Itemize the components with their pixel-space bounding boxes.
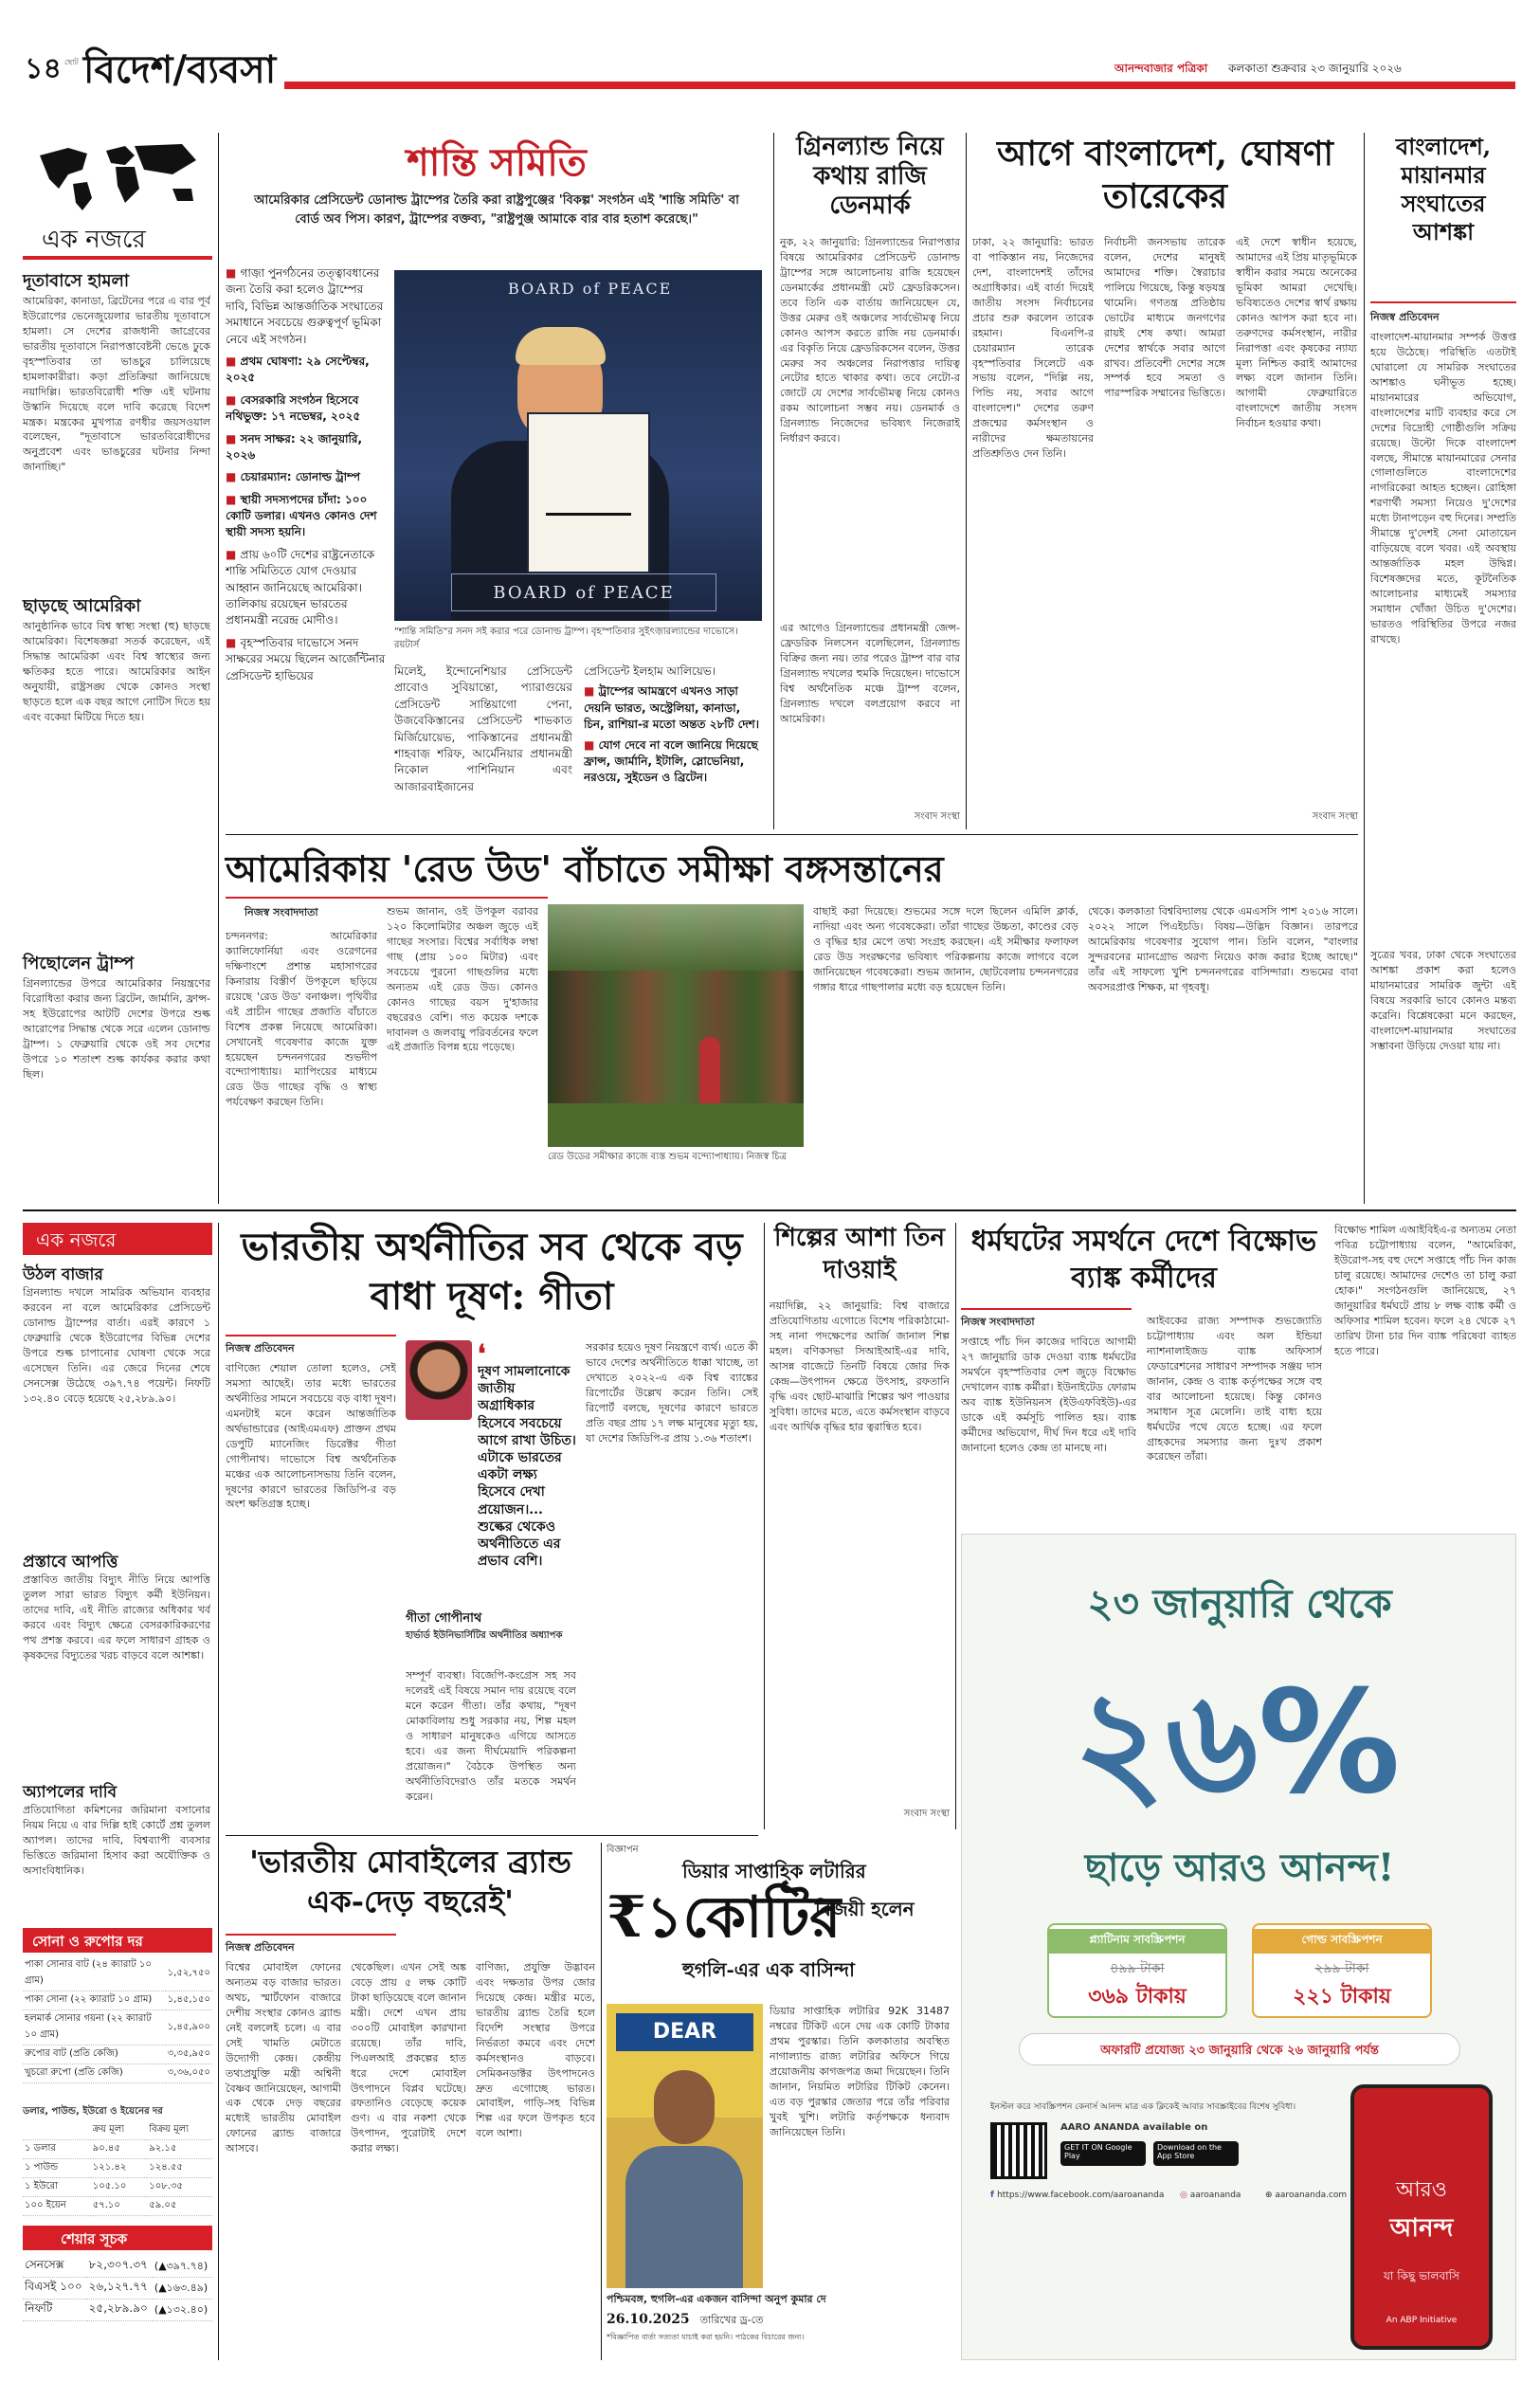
table-row: সেনসেক্স ৮২,৩০৭.৩৭ (▲৩৯৭.৭৪): [23, 2256, 212, 2278]
trump-photo: [394, 270, 762, 621]
currency-title: ডলার, পাউন্ড, ইউরো ও ইয়েনের দর: [23, 2106, 163, 2117]
item-body: প্রতিযোগিতা কমিশনের জরিমানা বসানোর নিয়ম নিয়ে এ বার দিল্লি হাই কোর্টে প্রশ্ন তুলল অ্যাপল। তাদের দাবি, বিশ্বব্যাপী ব্যবসার ভিত্তিতে জরিমানা হিসাব করা অযৌক্তিক ও অসাংবিধানিক।: [23, 1804, 210, 1877]
header-rule: [284, 82, 1515, 89]
story-body: নয়াদিল্লি, ২২ জানুয়ারি: বিশ্ব বাজারে প্রতিযোগিতায় এগোতে বিশেষ পরিকাঠামো-সহ নানা পদক্ষেপের আর্জি জানাল শিল্প মহল। বণিকসভা সিআইআই-এর দাবি, আসন্ন বাজেটে তিনটি বিষয়ে জোর দিক কেন্দ্র—উৎপাদন ক্ষেত্রে উৎসাহ, রফতানি বৃদ্ধি এবং ছোট-মাঝারি শিল্পের ঋণ পাওয়ার সুবিধা। তাদের মতে, এতে কর্মসংস্থান বাড়বে এবং আর্থিক বৃদ্ধির হার ত্বরান্বিত হবে।: [770, 1300, 950, 1433]
fact: ■ বৃহস্পতিবার দাভোসে সনদ সাক্ষরের সময়ে ছিলেন আর্জেন্টিনার প্রেসিডেন্ট হাভিয়ের: [226, 635, 386, 682]
disclaimer: *বিজ্ঞাপিত বার্তা সত্যতা যাচাই করা হয়নি। পাঠকের বিচারের জন্য।: [607, 2333, 805, 2341]
fact: ■ বেসরকারি সংগঠন হিসেবে নথিভুক্ত: ১৭ নভেম্বর, ২০২৫: [226, 392, 361, 424]
google-play-button[interactable]: GET IT ON Google Play: [1060, 2141, 1146, 2166]
quote-box: [406, 1340, 576, 1663]
headline: আমেরিকায় 'রেড উড' বাঁচাতে সমীক্ষা বঙ্গসন্তানের: [226, 847, 944, 890]
brand-logo: [1364, 2173, 1479, 2250]
item-body: আমেরিকা, কানাডা, ব্রিটেনের পরে এ বার পূর্ব ইউরোপের ভেনেজুয়েলার ভারতীয় দূতাবাসে হামলা। সে দেশের রাজধানী জাগ্রেবের ভারতীয় দূতাবাসে নিরাপত্তাবেষ্টনী ভেঙে ঢুকে বৃহস্পতিবার তা ভাঙচুর চালিয়েছে হামলাকারীরা। কড়া প্রতিক্রিয়া জানিয়েছে নয়াদিল্লি। ভারতবিরোধী শক্তি এই ঘটনায় উস্কানি দিয়েছে বলে দাবি করেছে বিদেশ মন্ত্রক। মন্ত্রকের মুখপাত্র রণধীর জয়সওয়াল বলেছেন, "দূতাবাসে ভারতবিরোধীদের অনুপ্রবেশ এবং ভাঙচুরের ঘটনার নিন্দা জানাচ্ছি।": [23, 295, 210, 474]
byline: নিজস্ব সংবাদদাতা: [245, 906, 318, 918]
story-col: চন্দননগর: আমেরিকার ক্যালিফোর্নিয়া এবং ওরেগনের দক্ষিণাংশে প্রশান্ত মহাসাগরের কিনারায় বিস্তীর্ণ উপকূলে ছড়িয়ে রয়েছে 'রেড উড' বনাঞ্চল। পৃথিবীর এই প্রাচীন গাছের প্রজাতি বাঁচাতে বিশেষ প্রকল্প নিয়েছে আমেরিকা। সেখানেই গবেষণার কাজে যুক্ত হয়েছেন চন্দননগরের শুভদীপ বন্দ্যোপাধ্যায়। ম্যাপিংয়ের মাধ্যমে রেড উড গাছের বৃদ্ধি ও স্বাস্থ্য পর্যবেক্ষণ করছেন তিনি।: [226, 930, 377, 1109]
prize-amount: ₹১কোটির: [607, 1884, 842, 1951]
mobile-story: [226, 1843, 595, 2360]
story-body: সুত্রের খবর, ঢাকা থেকে সংঘাতের আশঙ্কা প্রকাশ করা হলেও মায়ানমারের সামরিক জুন্টা এই বিষয়ে সরকারি ভাবে কোনও মন্তব্য করেনি। বিশ্লেষকেরা মনে করছেন, বাংলাদেশ-মায়ানমার সংঘাতের সম্ভাবনা উড়িয়ে দেওয়া যায় না।: [1370, 949, 1516, 1052]
shanti-samiti-story: [226, 133, 768, 829]
section-title: বিদেশ/ব্যবসা: [83, 47, 277, 92]
hair: [516, 327, 606, 365]
app-store-button[interactable]: Download on the App Store: [1153, 2141, 1239, 2166]
item-title: উঠল বাজার: [23, 1265, 103, 1284]
fact: প্রেসিডেন্ট ইলহাম আলিয়েভ।: [584, 664, 716, 678]
lottery-board: DEAR: [616, 2013, 753, 2051]
myanmar-story: [1370, 133, 1516, 1204]
ad-small-text: ইনস্টল করে সাবস্ক্রিপশন কেনার্স আনন্দ মাত্র এক ক্লিকেই আবার সাবস্ক্রাইবের বিশেষ সুবিধা।: [990, 2102, 1296, 2112]
gold-table: [23, 1956, 212, 2083]
story-col: বাছাই করা দিয়েছে। শুভমের সঙ্গে দলে ছিলেন এমিলি ক্লার্ক, নাদিয়া এবং অন্য গবেষকেরা। তাঁরা গাছের উচ্চতা, কাণ্ডের বেড় ও বৃদ্ধির হার মেপে তথ্য সংগ্রহ করছেন। এই সমীক্ষার ফলাফল রেড উড সংরক্ষণের ভবিষ্যৎ পরিকল্পনায় কাজে লাগবে বলে জানিয়েছেন গবেষকেরা। শুভম জানান, ছোটবেলায় চন্দননগরের গঙ্গার ধারে গাছপালার মধ্যে বড় হয়েছেন তিনি।: [813, 905, 1078, 993]
credit: সংবাদ সংস্থা: [914, 811, 960, 822]
story-body: এর আগেও গ্রিনল্যান্ডের প্রধানমন্ত্রী জেন্স-ফ্রেডরিক নিলসেন বলেছিলেন, গ্রিনল্যান্ড বিক্রির জন্য নয়। তার পরেও ট্রাম্প বার বার গ্রিনল্যান্ড দখলের হুমকি দিয়েছেন। দাভোসে বিশ্ব অর্থনৈতিক মঞ্চে ট্রাম্প বলেন, গ্রিনল্যান্ড দখলে বলপ্রয়োগ করবে না আমেরিকা।: [780, 622, 960, 725]
story-col: বাণিজ্য, প্রযুক্তি উদ্ভাবন এবং দক্ষতার উপর জোর দিয়েছে কেন্দ্র। মন্ত্রীর মতে, ভারতীয় ব্র্যান্ড তৈরি হলে বিদেশি সংস্থার উপরে নির্ভরতা কমবে এবং দেশে কর্মসংস্থানও বাড়বে। সেমিকনডাক্টর উৎপাদনেও দ্রুত এগোচ্ছে ভারত। মোবাইল, গাড়ি-সহ বিভিন্ন শিল্প এর ফলে উপকৃত হবে বলে আশা।: [476, 1961, 595, 2140]
share-table: [23, 2256, 212, 2321]
table-row: ১ পাউন্ড ১২১.৪২ ১২৪.৫৫: [23, 2159, 212, 2178]
story-col: বিশ্বের মোবাইল ফোনের অন্যতম বড় বাজার ভারত। অথচ, স্মার্টফোন বাজারে দেশীয় সংস্থার কোনও ব্র্যান্ড নেই বললেই চলে। এ বার সেই খামতি মেটাতে উদ্যোগী কেন্দ্র। কেন্দ্রীয় তথ্যপ্রযুক্তি মন্ত্রী অশ্বিনী বৈষ্ণব জানিয়েছেন, আগামী এক থেকে দেড় বছরের মধ্যেই ভারতীয় মোবাইল ফোনের ব্র্যান্ড বাজারে আসবে।: [226, 1961, 341, 2155]
story-col: থেকে। কলকাতা বিশ্ববিদ্যালয় থেকে এমএসসি পাশ ২০১৬ সালে। ২০২২ সালে পিএইচডি। বিষয়—উদ্ভিদ বিজ্ঞান। তারপরে আমেরিকায় গবেষণার সুযোগ পান। তিনি বলেন, "বাংলার সুন্দরবনের ম্যানগ্রোভ অরণ্য নিয়েও কাজ করার ইচ্ছে আছে।" তাঁর এই সাফল্যে খুশি চন্দননগরের বাসিন্দারা। শুভমের বাবা অবসরপ্রাপ্ত শিক্ষক, মা গৃহবধূ।: [1088, 905, 1358, 993]
forest-photo: [548, 904, 804, 1147]
instagram-link[interactable]: ◎ aaroananda: [1180, 2191, 1241, 2200]
plan-old-price: ৪৯৯ টাকা: [1110, 1961, 1165, 1976]
credit: সংবাদ সংস্থা: [903, 1809, 950, 1819]
story-col: আইবকের রাজ্য সম্পাদক শুভজ্যোতি চট্টোপাধ্যায় এবং অল ইন্ডিয়া ন্যাশনালাইজড ব্যাঙ্ক অফিসার্স ফেডারেশনের সাধারণ সম্পাদক সঞ্জয় দাস জানান, কেন্দ্র ও ব্যাঙ্ক কর্তৃপক্ষের সঙ্গে বহু বার আলোচনা হয়েছে। কিন্তু কোনও সমাধান সূত্র মেলেনি। তাই বাধ্য হয়ে ধর্মঘটের পথে যেতে হচ্ছে। এর ফলে গ্রাহকদের সমস্যার জন্য দুঃখ প্রকাশ করেছেন তাঁরা।: [1147, 1315, 1322, 1464]
item-body: আনুষ্ঠানিক ভাবে বিশ্ব স্বাস্থ্য সংস্থা (হু) ছাড়ছে আমেরিকা। বিশেষজ্ঞরা সতর্ক করেছেন, এই সিদ্ধান্ত আমেরিকা এবং বিশ্ব স্বাস্থ্যের জন্য ক্ষতিকর হতে পারে। আমেরিকার আইন অনুযায়ী, রাষ্ট্রসঙ্ঘ থেকে কোনও সংস্থা ছাড়তে হলে এক বছর আগে নোটিস দিতে হয় এবং বকেয়া মিটিয়ে দিতে হয়।: [23, 620, 210, 723]
facebook-link[interactable]: f https://www.facebook.com/aaroananda: [990, 2191, 1165, 2200]
divider: [966, 133, 967, 829]
ad-top-text: ২৩ জানুয়ারি থেকে: [1087, 1580, 1392, 1627]
red-rule: [1370, 301, 1516, 303]
draw-date-note: তারিখের ড্র-তে: [699, 2314, 764, 2326]
story-col: বাণিজ্যে শেয়াল তোলা হলেও, সেই সমস্যা আছেই। তার মধ্যে ভারতের অর্থনীতির সামনে সবচেয়ে বড় বাধা দূষণ। এমনটাই মনে করেন আন্তর্জাতিক অর্থভান্ডারের (আইএমএফ) প্রাক্তন প্রথম ডেপুটি ম্যানেজিং ডিরেক্টর গীতা গোপীনাথ। দাভোসে বিশ্ব অর্থনৈতিক মঞ্চের এক আলোচনাসভায় তিনি বলেন, দূষণের কারণে ভারতের জিডিপি-র বড় অংশ ক্ষতিগ্রস্ত হচ্ছে।: [226, 1362, 396, 1511]
item-body: গ্রিনল্যান্ড দখলে সামরিক অভিযান ব্যবহার করবেন না বলে আমেরিকার প্রেসিডেন্ট ডোনাল্ড ট্রাম্পের বার্তা। এরই কারণে ১ ফেব্রুয়ারি থেকে ইউরোপের বিভিন্ন দেশের উপরে শুল্ক চাপানোর ঘোষণা থেকে সরে এসেছেন তিনি। এর জেরে দিনের শেষে সেনসেক্স উঠেছে ৩৯৭.৭৪ পয়েন্ট। নিফটি ১৩২.৪০ বেড়ে হয়েছে ২৫,২৮৯.৯০।: [23, 1286, 210, 1405]
plan-title: প্ল্যাটিনাম সাবস্ক্রিপশন: [1049, 1929, 1225, 1954]
byline: নিজস্ব প্রতিবেদন: [226, 1342, 295, 1355]
ek-najare-label: এক নজরে: [36, 1228, 117, 1251]
plan-new-price: ৩৬৯ টাকায়: [1088, 1985, 1187, 2009]
table-row: পাকা সোনার বাট (২৪ ক্যারাট ১০ গ্রাম) ১,৫২,৭৫০: [23, 1956, 212, 1991]
redwood-story: [226, 842, 1358, 1202]
greenland-story: [780, 133, 960, 829]
paper-name: আনন্দবাজার পত্রিকা: [1114, 62, 1208, 75]
table-row: ১০০ ইয়েন ৫৭.১০ ৫৯.০৫: [23, 2197, 212, 2216]
small-label: ছোট: [64, 58, 79, 66]
item-title: পিছোলেন ট্রাম্প: [23, 954, 135, 973]
draw-date-row: [607, 2309, 950, 2328]
story-col: শুভম জানান, ওই উপকূল বরাবর ১২০ কিলোমিটার অঞ্চল জুড়ে এই গাছের সংসার। বিশ্বের সর্বাধিক লম্বা গাছ (প্রায় ১০০ মিটার) এবং সবচেয়ে পুরনো গাছগুলির মধ্যে অন্যতম এই রেড উড। কোনও কোনও গাছের বয়স দু'হাজার বছরেরও বেশি। গত কয়েক দশকে দাবানল ও জলবায়ু পরিবর্তনের ফলে এই প্রজাতি বিপন্ন হয়ে পড়েছে।: [387, 905, 538, 1054]
divider: [764, 1223, 765, 1829]
gita-story: [226, 1223, 758, 1829]
tagline: যা কিছু ভালবাসি: [1383, 2269, 1459, 2282]
headline: বিজয়ী হলেন: [815, 1898, 915, 1920]
divider: [1364, 133, 1365, 1204]
facts-list: [226, 265, 387, 825]
plan-new-price: ২২১ টাকায়: [1293, 1985, 1391, 2009]
intro: আমেরিকার প্রেসিডেন্ট ডোনাল্ড ট্রাম্পের তৈরি করা রাষ্ট্রপুঞ্জের 'বিকল্প' সংগঠন এই 'শান্তি সমিতি' বা বোর্ড অব পিস। কারণ, ট্রাম্পের বক্তব্য, "রাষ্ট্রপুঞ্জ আমাকে বার বার হতাশ করেছে।": [254, 193, 739, 227]
city-skyline: [1028, 1658, 1445, 1828]
plan-card-gold[interactable]: [1252, 1923, 1432, 2018]
currency-table: [23, 2121, 212, 2216]
headline: ডিয়ার সাপ্তাহিক লটারির: [682, 1860, 866, 1882]
bank-story: [961, 1223, 1516, 1526]
lottery-body: ডিয়ার সাপ্তাহিক লটারির 92K 31487 নম্বরের টিকিট এনে দেয় এক কোটি টাকার প্রথম পুরস্কার। তিনি কলকাতার অবস্থিত নাগাল্যান্ড রাজ্য লটারির অফিসে গিয়ে প্রয়োজনীয় কাগজপত্র জমা দিয়েছেন। তিনি জানান, নিয়মিত লটারির টিকিট কেনেন। এত বড় পুরস্কার জেতার পরে তাঁর পরিবার খুবই খুশি। লটারি কর্তৃপক্ষকে ধন্যবাদ জানিয়েছেন তিনি।: [770, 2005, 950, 2138]
table-row: হলমার্ক সোনার গয়না (২২ ক্যারাট ১০ গ্রাম) ১,৪৫,৯০০: [23, 2010, 212, 2046]
fact: ■ প্রায় ৬০টি দেশের রাষ্ট্রনেতাকে শান্তি সমিতিতে যোগ দেওয়ার আহ্বান জানিয়েছে আমেরিকা। তালিকায় রয়েছেন ভারতের প্রধানমন্ত্রী নরেন্দ্র মোদীও।: [226, 547, 375, 627]
signature: [546, 502, 631, 516]
shilpa-story: [770, 1223, 950, 1829]
facebook-icon: f: [990, 2191, 998, 2200]
gold-title: সোনা ও রুপোর দর: [32, 1933, 143, 1950]
divider: [955, 1223, 956, 1829]
person-figure: [699, 1037, 720, 1103]
item-title: প্রস্তাবে আপত্তি: [23, 1553, 118, 1572]
red-rule: [23, 256, 212, 260]
byline: নিজস্ব প্রতিবেদন: [1370, 311, 1440, 323]
table-row: বিএসই ১০০ ২৬,১২৭.৭৭ (▲১৬৩.৪৯): [23, 2278, 212, 2300]
document: [527, 412, 650, 573]
avatar: [406, 1340, 472, 1420]
fact: ■ প্রথম ঘোষণা: ২৯ সেপ্টেম্বর, ২০২৫: [226, 354, 370, 385]
aaro-ananda-ad: [961, 1534, 1516, 2360]
brand-line2: আনন্দ: [1389, 2214, 1454, 2243]
item-body: প্রস্তাবিত জাতীয় বিদ্যুৎ নীতি নিয়ে আপত্তি তুলল সারা ভারত বিদ্যুৎ কর্মী ইউনিয়ন। তাদের দাবি, এই নীতি রাজ্যের অধিকার খর্ব করবে এবং বিদ্যুৎ ক্ষেত্রে বেসরকারিকরণের পথ প্রশস্ত করবে। এর ফলে সাধারণ গ্রাহক ও কৃষকদের বিদ্যুতের খরচ বাড়বে বলে আশঙ্কা।: [23, 1573, 210, 1662]
table-row: খুচরো রুপো (প্রতি কেজি) ৩,৩৬,০৫০: [23, 2064, 212, 2083]
world-map-icon: [30, 136, 201, 212]
item-title: দূতাবাসে হামলা: [23, 271, 130, 291]
headline: ভারতীয় অর্থনীতির সব থেকে বড় বাধা দূষণ: গীতা: [241, 1225, 743, 1318]
canopy: [548, 904, 804, 971]
story-col: সম্পূর্ণ ব্যবস্থা। বিজেপি-কংগ্রেস সহ সব দলেরই এই বিষয়ে সমান দায় রয়েছে বলে মনে করেন গীতা। তাঁর কথায়, "দূষণ মোকাবিলায় শুধু সরকার নয়, শিল্প মহল ও সাধারণ মানুষকেও এগিয়ে আসতে হবে। এর জন্য দীর্ঘমেয়াদি পরিকল্পনা প্রয়োজন।" বৈঠকে উপস্থিত অন্য অর্থনীতিবিদেরাও তাঁর মতকে সমর্থন করেন।: [406, 1669, 576, 1803]
fact: ■ যোগ দেবে না বলে জানিয়ে দিয়েছে ফ্রান্স, জার্মানি, ইটালি, স্লোভেনিয়া, নরওয়ে, সুইডেন ও ব্রিটেন।: [584, 737, 758, 785]
instagram-icon: ◎: [1180, 2191, 1190, 2200]
lottery-header: [607, 1858, 950, 2000]
divider: [226, 834, 1358, 835]
board-sign: BOARD of PEACE: [508, 280, 673, 298]
red-rule: [226, 1934, 396, 1936]
fact: ■ গাজ়া পুনর্গঠনের তত্ত্বাবধানের জন্য তৈরি করা হলেও ট্রাম্পের দাবি, বিভিন্ন আন্তর্জাতিক সংঘাতের সমাধানে সবচেয়ে গুরুত্বপূর্ণ ভূমিকা নেবে এই সংগঠন।: [226, 266, 384, 346]
qr-code-icon: [990, 2122, 1047, 2179]
headline: হুগলি-এর এক বাসিন্দা: [682, 1958, 855, 1981]
divider: [226, 1835, 758, 1836]
brand-line1: আরও: [1396, 2178, 1447, 2202]
quote-text: দূষণ সামলানোকে জাতীয় অগ্রাধিকার হিসেবে সবচেয়ে আগে রাখা উচিত। এটাকে ভারতের একটা লক্ষ্য হিসেবে দেখা প্রয়োজন।... শুল্কের থেকেও অর্থনীতিতে এর প্রভাব বেশি।: [478, 1364, 576, 1570]
red-rule: [226, 897, 548, 899]
big-percent: ২৬%: [1073, 1661, 1401, 1826]
lottery-ad: [607, 1843, 950, 2360]
byline: নিজস্ব প্রতিবেদন: [226, 1941, 295, 1954]
quote-name: গীতা গোপীনাথ: [406, 1611, 482, 1626]
globe-icon: ⊕: [1265, 2191, 1276, 2200]
winner-head: [654, 2070, 715, 2144]
table-row: রুপোর বাট (প্রতি কেজি) ৩,৩৫,৯৫০: [23, 2046, 212, 2064]
app-label: AARO ANANDA available on: [1060, 2122, 1208, 2133]
story-col: এই দেশে স্বাধীন হয়েছে, আমাদের এই প্রিয় মাতৃভূমিকে স্বাধীন করার সময়ে অনেকের ভূমিকা আমরা দেখেছি। ভবিষ্যতেও দেশের স্বার্থ রক্ষায় কোনও আপস করা হবে না। তরুণদের কর্মসংস্থান, নারীর নিরাপত্তা এবং কৃষকের ন্যায্য মূল্য নিশ্চিত করাই আমাদের লক্ষ্য বলে জানান তিনি। আগামী ফেব্রুয়ারিতে বাংলাদেশে জাতীয় সংসদ নির্বাচন হওয়ার কথা।: [1236, 236, 1357, 430]
story-col: বিক্ষোভ শামিল এআইবিইএ-র অন্যতম নেতা পবিত্র চট্টোপাধ্যায় বলেন, "আমেরিকা, ইউরোপ-সহ বহু দেশে সপ্তাহে পাঁচ দিন কাজ চালু রয়েছে। আমাদের দেশেও তা চালু করা হোক।" সংগঠনগুলি জানিয়েছে, ২৭ জানুয়ারির ধর্মঘটে প্রায় ৮ লক্ষ ব্যাঙ্ক কর্মী ও অফিসার শামিল হবেন। ফলে ২৪ থেকে ২৭ তারিখ টানা চার দিন ব্যাঙ্ক পরিষেবা ব্যাহত হতে পারে।: [1334, 1224, 1516, 1357]
story-col: নির্বাচনী জনসভায় তারেক বলেন, দেশের মানুষই আমাদের শক্তি। স্বৈরাচার পালিয়ে গিয়েছে, কিন্তু ষড়যন্ত্র থামেনি। গণতন্ত্র প্রতিষ্ঠায় ভোটের মাধ্যমে জনগণের রায়ই শেষ কথা। আমরা দেশের স্বার্থকে সবার আগে রাখব। প্রতিবেশী দেশের সঙ্গে সম্পর্ক হবে সমতা ও পারস্পরিক সম্মানের ভিত্তিতে।: [1104, 236, 1225, 400]
headline: আগে বাংলাদেশ, ঘোষণা তারেকের: [997, 134, 1333, 216]
story-col: সরকার হয়েও দূষণ নিয়ন্ত্রণে ব্যর্থ। এতে কী ভাবে দেশের অর্থনীতিতে ধাক্কা খাচ্ছে, তা দেখাতে ২০২২-এ এক বিশ্ব ব্যাঙ্কের রিপোর্টের উল্লেখ করেন তিনি। সেই রিপোর্ট বলছে, দূষণের কারণে ভারতে প্রতি বছর প্রায় ১৭ লক্ষ মানুষের মৃত্যু হয়, যা দেশের জিডিপি-র প্রায় ১.৩৬ শতাংশ।: [586, 1341, 758, 1445]
abp-label: An ABP Initiative: [1386, 2316, 1458, 2325]
headline: বাংলাদেশ, মায়ানমার সংঘাতের আশঙ্কা: [1395, 133, 1492, 245]
quote-icon: ❛: [478, 1340, 486, 1369]
ground: [548, 1103, 804, 1147]
ad-label: বিজ্ঞাপন: [607, 1845, 639, 1855]
share-title: শেয়ার সূচক: [61, 2230, 128, 2247]
headline: শান্তি সমিতি: [407, 140, 587, 185]
headline: 'ভারতীয় মোবাইলের ব্র্যান্ড এক-দেড় বছরেই': [249, 1844, 571, 1919]
credit: সংবাদ সংস্থা: [1312, 811, 1358, 822]
offer-text: অফারটি প্রযোজ্য ২৩ জানুয়ারি থেকে ২৬ জানুয়ারি পর্যন্ত: [1100, 2044, 1379, 2058]
story-col: সপ্তাহে পাঁচ দিন কাজের দাবিতে আগামী ২৭ জানুয়ারি ডাক দেওয়া ব্যাঙ্ক ধর্মঘটের সমর্থনে বৃহস্পতিবার দেশ জুড়ে বিক্ষোভ দেখালেন ব্যাঙ্ক কর্মীরা। ইউনাইটেড ফোরাম অব ব্যাঙ্ক ইউনিয়নস (ইউএফবিইউ)-এর ডাকে এই কর্মসূচি পালিত হয়। ব্যাঙ্ক কর্মীদের অভিযোগ, দীর্ঘ দিন ধরে এই দাবি জানানো হলেও কেন্দ্র তা মানছে না।: [961, 1336, 1136, 1454]
winner-name: পশ্চিমবঙ্গ, হুগলি-এর একজন বাসিন্দা অনুপ কুমার দে: [607, 2293, 826, 2305]
story-col: ঢাকা, ২২ জানুয়ারি: ভারত বা পাকিস্তান নয়, নিজেদের দেশ, বাংলাদেশই তাঁদের অগ্রাধিকার। এই বার্তা দিয়েই জাতীয় সংসদ নির্বাচনের প্রচার শুরু করলেন তারেক রহমান। বিএনপি-র চেয়ারম্যান তারেক বৃহস্পতিবার সিলেটে এক সভায় বলেন, "দিল্লি নয়, পিন্ডি নয়, সবার আগে বাংলাদেশ।" দেশের তরুণ প্রজন্মের কর্মসংস্থান ও নারীদের ক্ষমতায়নের প্রতিশ্রুতিও দেন তিনি।: [972, 236, 1094, 461]
byline: নিজস্ব সংবাদদাতা: [961, 1316, 1035, 1328]
web-link[interactable]: ⊕ aaroananda.com: [1265, 2191, 1348, 2200]
ad-sub-text: ছাড়ে আরও আনন্দ!: [1084, 1846, 1395, 1890]
red-rule: [226, 1335, 396, 1336]
fact: ■ স্থায়ী সদস্যপদের চাঁদা: ১০০ কোটি ডলার। এখনও কোনও দেশ স্থায়ী সদস্য হয়নি।: [226, 492, 377, 539]
bangladesh-story: [972, 133, 1358, 829]
fact: ■ চেয়ারম্যান: ডোনাল্ড ট্রাম্প: [226, 470, 360, 484]
story-col: মিলেই, ইন্দোনেশিয়ার প্রেসিডেন্ট প্রাবোও সুবিয়ান্তো, প্যারাগুয়ের প্রেসিডেন্ট সান্তিয়াগো পেনা, উজবেকিস্তানের প্রেসিডেন্ট শাভকাত মির্জিয়োয়েভ, পাকিস্তানের প্রধানমন্ত্রী শাহবাজ় শরিফ, আর্মেনিয়ার প্রধানমন্ত্রী নিকোল পাশিনিয়ান এবং আজারবাইজানের: [394, 664, 572, 793]
table-row: পাকা সোনা (২২ ক্যারাট ১০ গ্রাম) ১,৪৫,১৫০: [23, 1991, 212, 2010]
winner-body: [625, 2146, 743, 2288]
gold-title-box: [23, 1928, 212, 1953]
divider: [601, 1843, 602, 2360]
table-row: নিফটি ২৫,২৮৯.৯০ (▲১৩২.৪০): [23, 2300, 212, 2321]
photo-caption: রেড উডের সমীক্ষার কাজে ব্যস্ত শুভম বন্দ্যোপাধ্যায়। নিজস্ব চিত্র: [548, 1152, 788, 1162]
table-header: ক্রয় মূল্য বিক্রয় মূল্য: [23, 2121, 212, 2140]
story-col: থেকেছিল। এখন সেই অঙ্ক বেড়ে প্রায় ৫ লক্ষ কোটি টাকা ছাড়িয়েছে বলে জানান মন্ত্রী। দেশে এখন প্রায় ৩০০টি মোবাইল কারখানা রয়েছে। তাঁর দাবি, পিএলআই প্রকল্পের হাত ধরে দেশে মোবাইল উৎপাদনে বিপ্লব ঘটেছে। রফতানিও বেড়েছে কয়েক গুণ। এ বার নকশা থেকে উৎপাদন, পুরোটাই দেশে করার লক্ষ্য।: [351, 1961, 466, 2155]
ek-najare-label: এক নজরে: [42, 226, 146, 254]
dateline: কলকাতা শুক্রবার ২৩ জানুয়ারি ২০২৬: [1228, 62, 1402, 75]
story-col: [584, 664, 762, 829]
divider: [773, 133, 774, 829]
left-column-bottom: [23, 1223, 212, 2360]
share-title-box: [23, 2226, 212, 2250]
item-title: ছাড়ছে আমেরিকা: [23, 596, 141, 616]
item-title: অ্যাপলের দাবি: [23, 1783, 118, 1802]
phone-mockup: [1350, 2084, 1493, 2350]
left-column-top: [23, 133, 212, 1204]
headline: শিল্পের আশা তিন দাওয়াই: [774, 1224, 945, 1284]
photo-caption: "শান্তি সমিতি"র সনদ সই করার পরে ডোনাল্ড ট্রাম্প। বৃহস্পতিবার সুইৎজ়ারল্যান্ডের দাভোসে। রয়টার্স: [394, 627, 738, 650]
story-body: বাংলাদেশ-মায়ানমার সম্পর্ক উত্তপ্ত হয়ে উঠেছে। পরিস্থিতি এতটাই ঘোরালো যে সামরিক সংঘাতের আশঙ্কাও ঘনীভূত হচ্ছে। মায়ানমারের অভিযোগ, বাংলাদেশের মাটি ব্যবহার করে সে দেশের বিদ্রোহী গোষ্ঠীগুলি সক্রিয় রয়েছে। উল্টো দিকে বাংলাদেশ বলছে, সীমান্তে মায়ানমারের সেনার গোলাগুলিতে বাংলাদেশের নাগরিকেরা আহত হচ্ছেন। রোহিঙ্গা শরণার্থী সমস্যা নিয়েও দু'দেশের মধ্যে টানাপড়েন বহু দিনের। সম্প্রতি সীমান্তে দু'দেশই সেনা মোতায়েন বাড়িয়েছে বলে খবর। এই অবস্থায় আন্তর্জাতিক মহল উদ্বিগ্ন। বিশেষজ্ঞদের মতে, কূটনৈতিক আলোচনার মাধ্যমেই সমস্যার সমাধান খোঁজা উচিত দু'দেশের। ভারতও পরিস্থিতির উপরে নজর রাখছে।: [1370, 331, 1516, 646]
plan-card-platinum[interactable]: [1047, 1923, 1227, 2018]
fact: ■ ট্রাম্পের আমন্ত্রণে এখনও সাড়া দেয়নি ভারত, অস্ট্রেলিয়া, কানাডা, চিন, রাশিয়া-র মতো অন্তত ২৮টি দেশ।: [584, 684, 760, 732]
fact: ■ সনদ সাক্ষর: ২২ জানুয়ারি, ২০২৬: [226, 431, 363, 462]
plan-title: গোল্ড সাবস্ক্রিপশন: [1254, 1929, 1430, 1954]
quote-role: হার্ভার্ড ইউনিভার্সিটির অর্থনীতির অধ্যাপক: [406, 1630, 563, 1641]
headline: ধর্মঘটের সমর্থনে দেশে বিক্ষোভ ব্যাঙ্ক কর্মীদের: [970, 1225, 1317, 1295]
ek-najare-box: [23, 1223, 212, 1255]
table-row: ১ ইউরো ১০৫.১০ ১০৮.৩৫: [23, 2178, 212, 2197]
item-body: গ্রিনল্যান্ডের উপরে আমেরিকার নিয়ন্ত্রণের বিরোধিতা করার জন্য ব্রিটেন, জার্মানি, ফ্রান্স-সহ ইউরোপের আটটি দেশের উপরে শুল্ক আরোপের সিদ্ধান্ত থেকে সরে এলেন ডোনাল্ড ট্রাম্প। ১ ফেব্রুয়ারি থেকে ওই সব দেশের উপরে ১০ শতাংশ শুল্ক কার্যকর করার কথা ছিল।: [23, 977, 210, 1081]
divider: [218, 1223, 219, 2360]
divider: [218, 133, 219, 1204]
plan-old-price: ২৯৯ টাকা: [1314, 1961, 1369, 1976]
red-rule: [961, 1308, 1132, 1310]
page-number: ১৪: [25, 52, 62, 85]
board-banner: BOARD of PEACE: [451, 573, 716, 611]
winner-photo: [607, 2004, 763, 2288]
story-title: [226, 133, 768, 196]
table-row: ১ ডলার ৯০.৪৫ ৯২.১৫: [23, 2140, 212, 2159]
headline: গ্রিনল্যান্ড নিয়ে কথায় রাজি ডেনমার্ক: [796, 133, 944, 221]
story-body: নুক, ২২ জানুয়ারি: গ্রিনল্যান্ডের নিরাপত্তার বিষয়ে আমেরিকার প্রেসিডেন্ট ডোনাল্ড ট্রাম্পের সঙ্গে আলোচনায় রাজি হয়েছেন ডেনমার্কের প্রধানমন্ত্রী মেট ফ্রেডরিকসেন। তবে তিনি এক বার্তায় জানিয়েছেন যে, উত্তর মেরুর ওই অঞ্চলের সার্বভৌমত্ব নিয়ে কোনও আপস করতে রাজি নয় ডেনমার্ক। এর বিকৃতি নিয়ে ফ্রেডরিকসেন বলেন, উত্তর মেরুর সব অঞ্চলের নিরাপত্তার দায়িত্ব নেটোর হাতে থাকার কথা। তবে নেটো-র জোটে যে দেশের সার্বভৌমত্ব নিয়ে কোনও রকম আলোচনা সম্ভব নয়। ডেনমার্ক ও গ্রিনল্যান্ড নিজেদের ভবিষ্যৎ নিজেরাই নির্ধারণ করবে।: [780, 236, 960, 445]
draw-date: 26.10.2025: [607, 2312, 690, 2327]
section-divider: [23, 1209, 1516, 1211]
offer-banner: [1019, 2033, 1460, 2065]
